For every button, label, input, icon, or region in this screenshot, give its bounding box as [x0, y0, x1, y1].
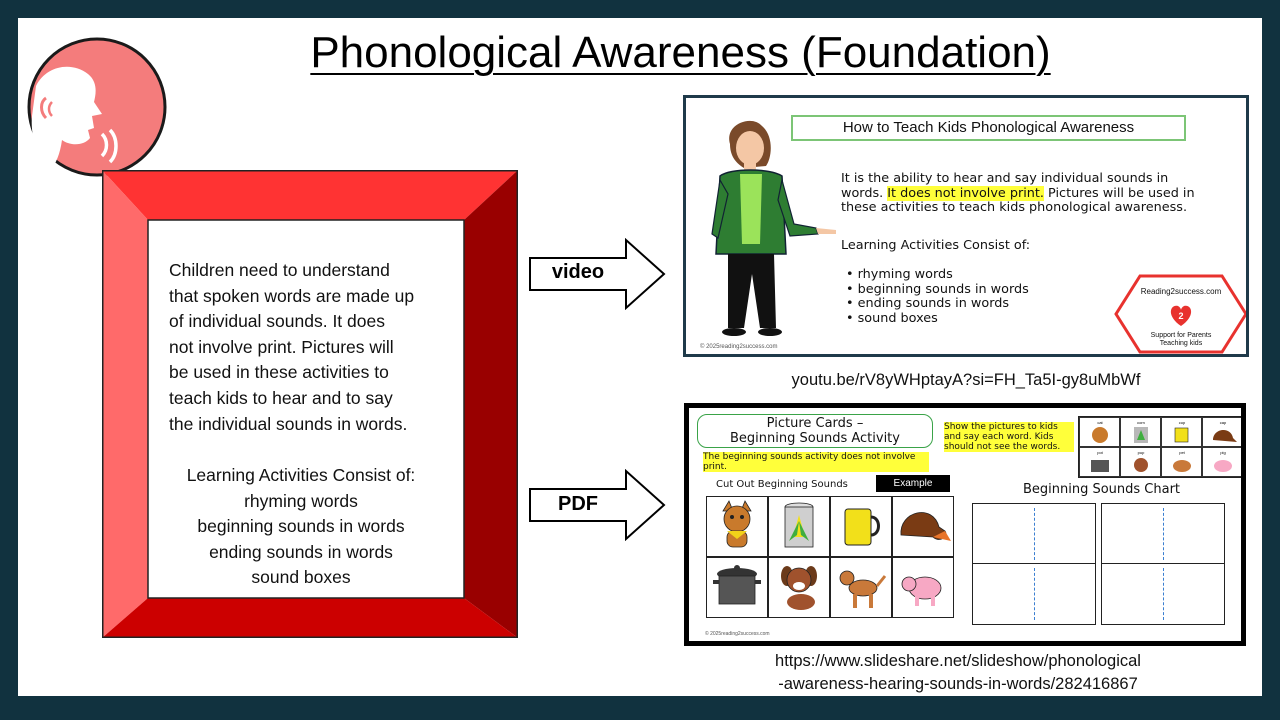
- video-thumb-list-item: • ending sounds in words: [846, 297, 1029, 312]
- card-cap: [892, 496, 954, 557]
- activity-item: ending sounds in words: [209, 541, 393, 562]
- pdf-thumb-note: The beginning sounds activity does not involve print.: [703, 452, 929, 472]
- main-text-line: not involve print. Pictures will: [169, 336, 394, 357]
- pdf-link-line-1[interactable]: https://www.slideshare.net/slideshow/phonological: [775, 652, 1141, 670]
- video-thumbnail[interactable]: [683, 95, 1249, 357]
- video-thumb-text-b: Pictures will be used in these activities to teach kids phonological awareness.: [841, 185, 1195, 215]
- pdf-thumb-example: Example: [876, 475, 950, 492]
- mini-label: corn: [1137, 420, 1145, 425]
- mini-cell-pig: [1202, 447, 1243, 477]
- mini-cell-pot: [1079, 447, 1120, 477]
- card-cup: [830, 496, 892, 557]
- mini-label: cat: [1097, 420, 1103, 425]
- activity-item: rhyming words: [244, 490, 358, 511]
- video-thumb-subheading: Learning Activities Consist of:: [841, 238, 1031, 253]
- mini-label: cap: [1219, 420, 1227, 425]
- card-corn-can: [768, 496, 830, 557]
- mini-cell-pup: [1120, 447, 1161, 477]
- video-thumb-list: [846, 268, 1029, 326]
- puppy-icon: [769, 558, 829, 616]
- card-cat: [706, 496, 768, 557]
- badge-top-text: Reading2success.com: [1140, 287, 1222, 296]
- pot-icon: [707, 558, 767, 616]
- pdf-thumb-title-line: Beginning Sounds Activity: [730, 431, 900, 446]
- card-pig: [892, 557, 954, 618]
- video-thumb-copyright: © 2025reading2success.com: [700, 344, 778, 350]
- mini-label: pig: [1220, 450, 1226, 455]
- video-thumb-description: [841, 172, 1201, 216]
- mini-label: pot: [1097, 450, 1103, 455]
- activities-heading: Learning Activities Consist of:: [186, 465, 416, 485]
- video-thumb-highlight: It does not involve print.: [887, 185, 1044, 201]
- cat-icon: [707, 497, 767, 555]
- pdf-thumb-title: [697, 414, 933, 448]
- main-text-line: Children need to understand: [169, 260, 390, 280]
- video-label: video: [551, 261, 605, 283]
- badge-bottom-text-1: Support for Parents: [1150, 332, 1212, 339]
- main-text-line: the individual sounds in words.: [169, 413, 408, 434]
- chart-cell: [972, 563, 1096, 625]
- pdf-thumb-note-2: Show the pictures to kids and say each word. Kids should not see the words.: [944, 422, 1074, 452]
- chart-cell: [1101, 563, 1225, 625]
- pig-icon: [893, 558, 953, 616]
- main-text-line: that spoken words are made up: [169, 285, 415, 306]
- mini-picture-grid: [1078, 416, 1243, 478]
- card-puppy: [768, 557, 830, 618]
- pdf-label: PDF: [558, 493, 598, 515]
- video-thumb-list-item: • rhyming words: [846, 268, 1029, 283]
- slide-title: Phonological Awareness (Foundation): [310, 28, 1051, 77]
- hearing-head-icon: [26, 36, 168, 178]
- pdf-thumb-title-line: Picture Cards –: [766, 416, 864, 431]
- mini-cell-cup: [1161, 417, 1202, 447]
- activity-item: beginning sounds in words: [197, 516, 405, 537]
- card-dog: [830, 557, 892, 618]
- badge-bottom-text-2: Teaching kids: [1159, 340, 1203, 347]
- mini-label: pup: [1137, 450, 1145, 455]
- cap-icon: [893, 497, 953, 555]
- pdf-link[interactable]: [668, 650, 1248, 696]
- badge-number: 2: [1178, 311, 1184, 321]
- slide: [18, 18, 1262, 696]
- dog-icon: [831, 558, 891, 616]
- pdf-thumbnail[interactable]: [684, 403, 1246, 646]
- activities-block: [158, 463, 444, 591]
- mini-cell-corn: [1120, 417, 1161, 447]
- mini-label: cup: [1178, 420, 1186, 425]
- video-thumb-title: How to Teach Kids Phonological Awareness: [791, 115, 1186, 141]
- reading2success-badge: [1114, 274, 1248, 354]
- mini-cell-pet: [1161, 447, 1202, 477]
- pdf-link-line-2[interactable]: -awareness-hearing-sounds-in-words/282416867: [778, 675, 1138, 693]
- video-link[interactable]: youtu.be/rV8yWHptayA?si=FH_Ta5I-gy8uMbWf: [791, 371, 1141, 389]
- cup-icon: [831, 497, 891, 555]
- main-text-line: of individual sounds. It does: [169, 311, 385, 332]
- chart-cell: [1101, 503, 1225, 565]
- video-thumb-text-a: It is the ability to hear and say individual sounds in words.: [841, 171, 1169, 201]
- chart-cell: [972, 503, 1096, 565]
- video-thumb-list-item: • beginning sounds in words: [846, 283, 1029, 298]
- mini-label: pet: [1179, 450, 1185, 455]
- video-thumb-list-item: • sound boxes: [846, 312, 1029, 327]
- pdf-thumb-cut-out: Cut Out Beginning Sounds: [716, 479, 848, 490]
- pdf-thumb-copyright: © 2025reading2success.com: [705, 631, 770, 637]
- main-description: [169, 258, 469, 437]
- mini-cell-cat: [1079, 417, 1120, 447]
- pdf-thumb-chart-title: Beginning Sounds Chart: [1022, 482, 1181, 497]
- teacher-illustration: [690, 114, 840, 340]
- mini-cell-cap: [1202, 417, 1243, 447]
- card-pot: [706, 557, 768, 618]
- corn-can-icon: [769, 497, 829, 555]
- main-text-line: be used in these activities to: [169, 362, 389, 383]
- activity-item: sound boxes: [251, 567, 351, 588]
- main-text-line: teach kids to hear and to say: [169, 387, 393, 408]
